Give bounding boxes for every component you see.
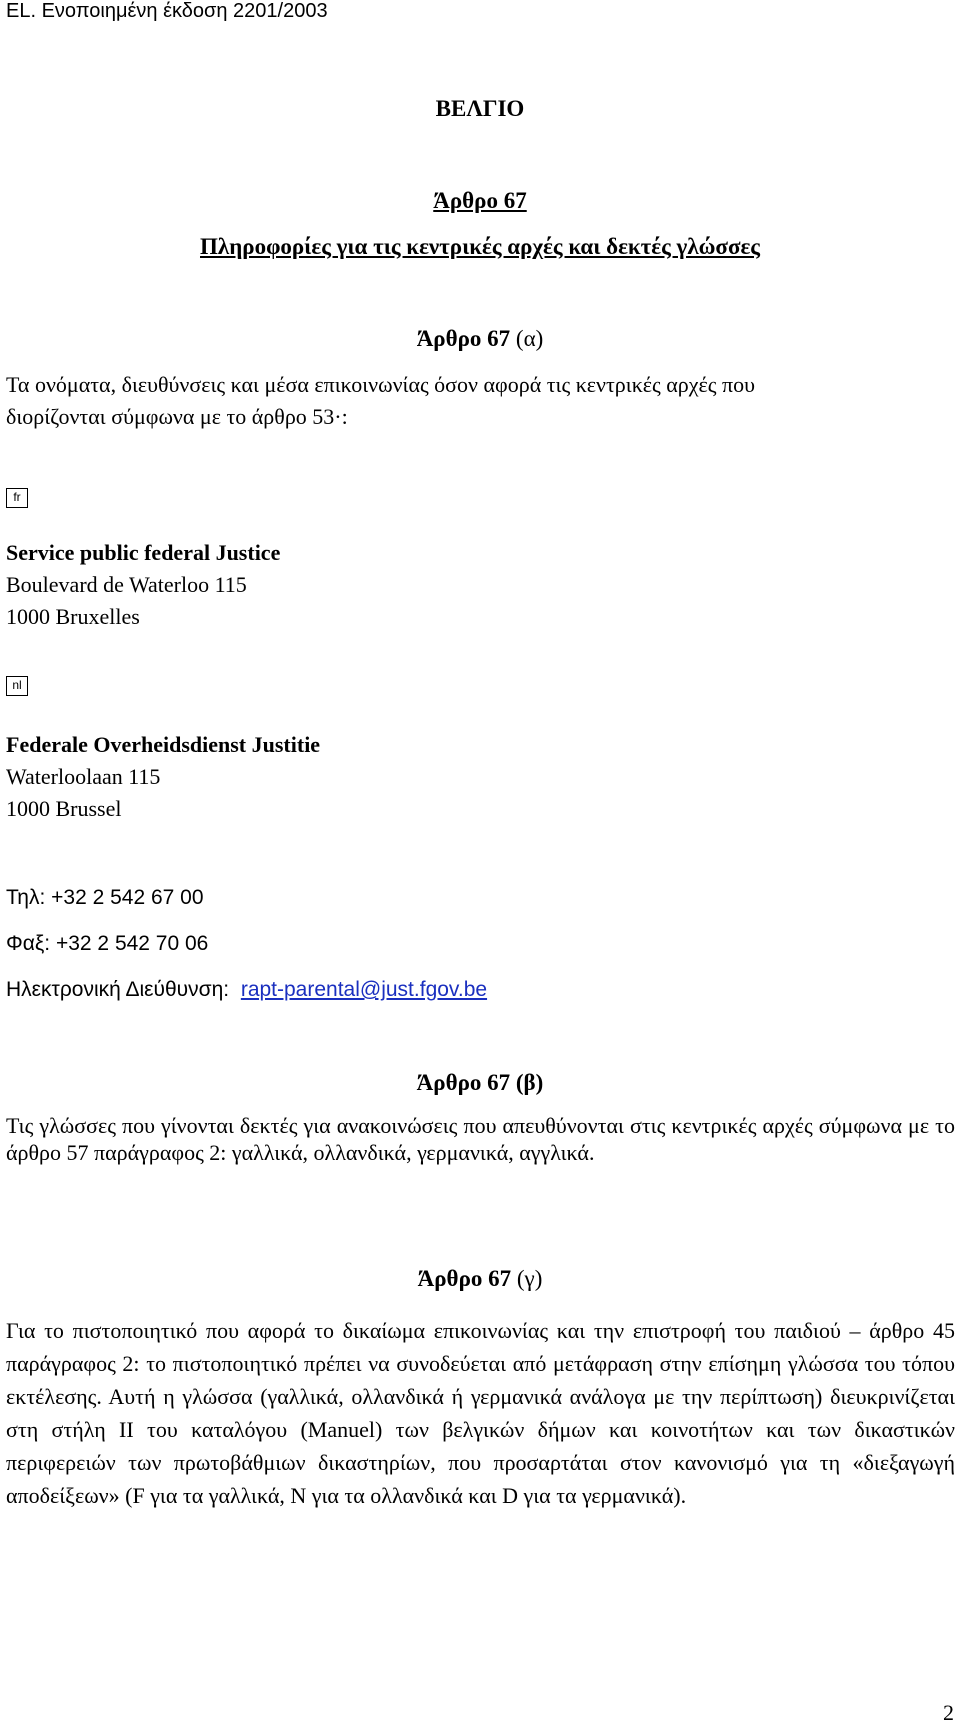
nl-authority-city: 1000 Brussel: [6, 796, 122, 821]
article-subtitle: Πληροφορίες για τις κεντρικές αρχές και δεκτές γλώσσες: [200, 234, 760, 259]
page-number: 2: [943, 1700, 954, 1725]
section-a-text-line2: διορίζονται σύμφωνα με το άρθρο 53·:: [6, 404, 348, 429]
section-c-heading-label: Άρθρο 67: [417, 1266, 512, 1291]
section-b-text: Τις γλώσσες που γίνονται δεκτές για ανακοινώσεις που απευθύνονται στις κεντρικές αρχές σύμφωνα με το άρθρο 57 παράγραφος 2: γαλλικά, ολλανδικά, γερμανικά, αγγλικά.: [6, 1113, 955, 1165]
fr-authority-name: Service public federal Justice: [6, 540, 281, 565]
nl-authority-address: Waterloolaan 115: [6, 764, 161, 789]
section-a-text-line1: Τα ονόματα, διευθύνσεις και μέσα επικοινωνίας όσον αφορά τις κεντρικές αρχές που: [6, 372, 755, 397]
article-title: Άρθρο 67: [433, 188, 527, 213]
fr-authority-city: 1000 Bruxelles: [6, 604, 140, 629]
fr-authority-address: Boulevard de Waterloo 115: [6, 572, 247, 597]
email-label: Ηλεκτρονική Διεύθυνση:: [6, 978, 230, 1001]
section-b-heading: Άρθρο 67 (β): [416, 1070, 544, 1095]
section-a-heading-suffix: (α): [510, 326, 544, 351]
section-c-text: Για το πιστοποιητικό που αφορά το δικαίωμα επικοινωνίας και την επιστροφή του παιδιού – άρθρο 45 παράγραφος 2: το πιστοποιητικό πρέπει να συνοδεύεται από μετάφραση στην επίσημη γλώσσα του τόπου εκτέλεσης. Αυτή η γλώσσα (γαλλικά, ολλανδικά ή γερμανικά ανάλογα με την περίπτωση) διευκρινίζεται στη στήλη ΙΙ του καταλόγου (Manuel) των βελγικών δήμων και κοινοτήτων και των δικαστικών περιφερειών των πρωτοβάθμιων δικαστηρίων, που προσαρτάται στον κανονισμό για τη «διεξαγωγή αποδείξεων» (F για τα γαλλικά, N για τα ολλανδικά και D για τα γερμανικά).: [6, 1318, 955, 1508]
section-a-heading: [0, 326, 960, 352]
section-c-heading: [0, 1266, 960, 1292]
document-header: EL. Ενοποιημένη έκδοση 2201/2003: [6, 0, 328, 22]
fax: Φαξ: +32 2 542 70 06: [6, 932, 209, 955]
fr-language-icon: fr: [6, 488, 28, 508]
nl-language-icon: nl: [6, 676, 28, 696]
email-link[interactable]: rapt-parental@just.fgov.be: [240, 978, 488, 1001]
country-heading: ΒΕΛΓΙΟ: [435, 96, 525, 121]
section-c-heading-suffix: (γ): [511, 1266, 543, 1291]
section-a-heading-label: Άρθρο 67: [416, 326, 511, 351]
email-row: [6, 978, 487, 1002]
nl-authority-name: Federale Overheidsdienst Justitie: [6, 732, 321, 757]
telephone: Τηλ: +32 2 542 67 00: [6, 886, 204, 909]
